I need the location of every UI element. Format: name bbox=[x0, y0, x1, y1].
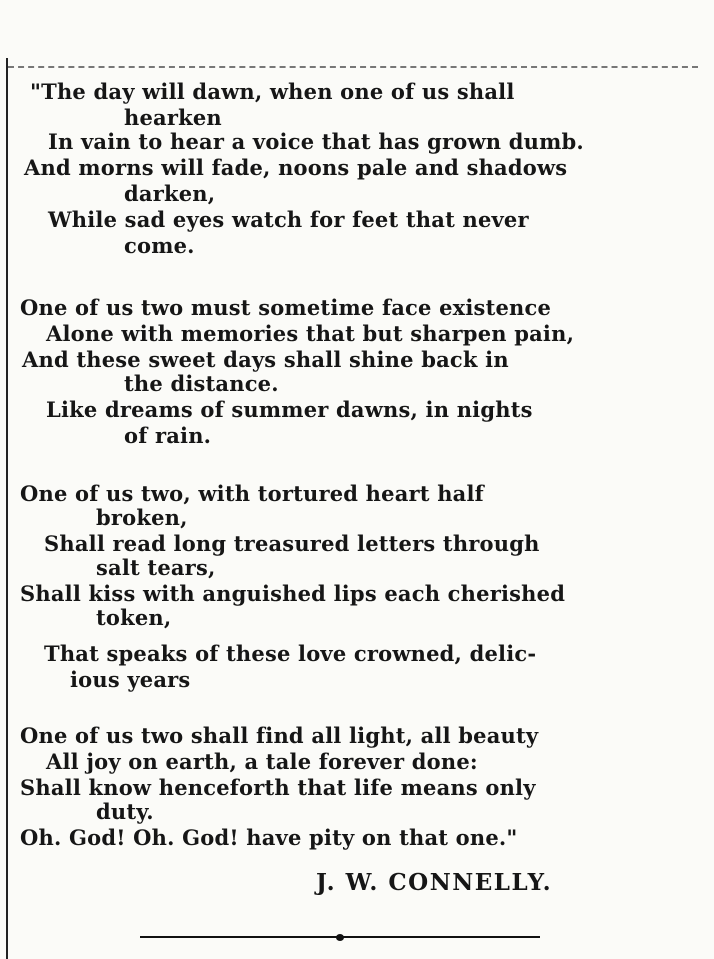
poem-line: Shall kiss with anguished lips each cherished bbox=[20, 581, 566, 606]
poem-line: the distance. bbox=[124, 371, 279, 396]
poem-line: One of us two must sometime face existence bbox=[20, 295, 552, 320]
author-signature: J. W. CONNELLY. bbox=[316, 869, 553, 896]
poem-line: All joy on earth, a tale forever done: bbox=[46, 749, 478, 774]
poem-line: Shall know henceforth that life means only bbox=[20, 775, 536, 800]
poem-line: In vain to hear a voice that has grown dumb. bbox=[48, 129, 584, 154]
poem-line: salt tears, bbox=[96, 555, 216, 580]
poem-line: Alone with memories that but sharpen pain, bbox=[46, 321, 575, 346]
poem-line: come. bbox=[124, 233, 195, 258]
poem-line: of rain. bbox=[124, 423, 212, 448]
poem-line: duty. bbox=[96, 799, 154, 824]
poem-line: Oh. God! Oh. God! have pity on that one." bbox=[20, 825, 518, 850]
poem-line: That speaks of these love crowned, delic- bbox=[44, 641, 537, 666]
poem-line: token, bbox=[96, 605, 172, 630]
poem-line: darken, bbox=[124, 181, 216, 206]
poem-line: ious years bbox=[70, 667, 191, 692]
poem-line: "The day will dawn, when one of us shall bbox=[30, 79, 515, 104]
poem-line: And morns will fade, noons pale and shadows bbox=[24, 155, 568, 180]
poem-line: Shall read long treasured letters through bbox=[44, 531, 540, 556]
poem-line: And these sweet days shall shine back in bbox=[22, 347, 509, 372]
poem-line: broken, bbox=[96, 505, 188, 530]
poem-line: Like dreams of summer dawns, in nights bbox=[46, 397, 533, 422]
poem-line: One of us two, with tortured heart half bbox=[20, 481, 484, 506]
poem-line: One of us two shall find all light, all beauty bbox=[20, 723, 539, 748]
separator-knob bbox=[336, 934, 344, 941]
poem-line: hearken bbox=[124, 105, 222, 130]
poem-line: While sad eyes watch for feet that never bbox=[48, 207, 529, 232]
section-separator bbox=[140, 935, 540, 939]
